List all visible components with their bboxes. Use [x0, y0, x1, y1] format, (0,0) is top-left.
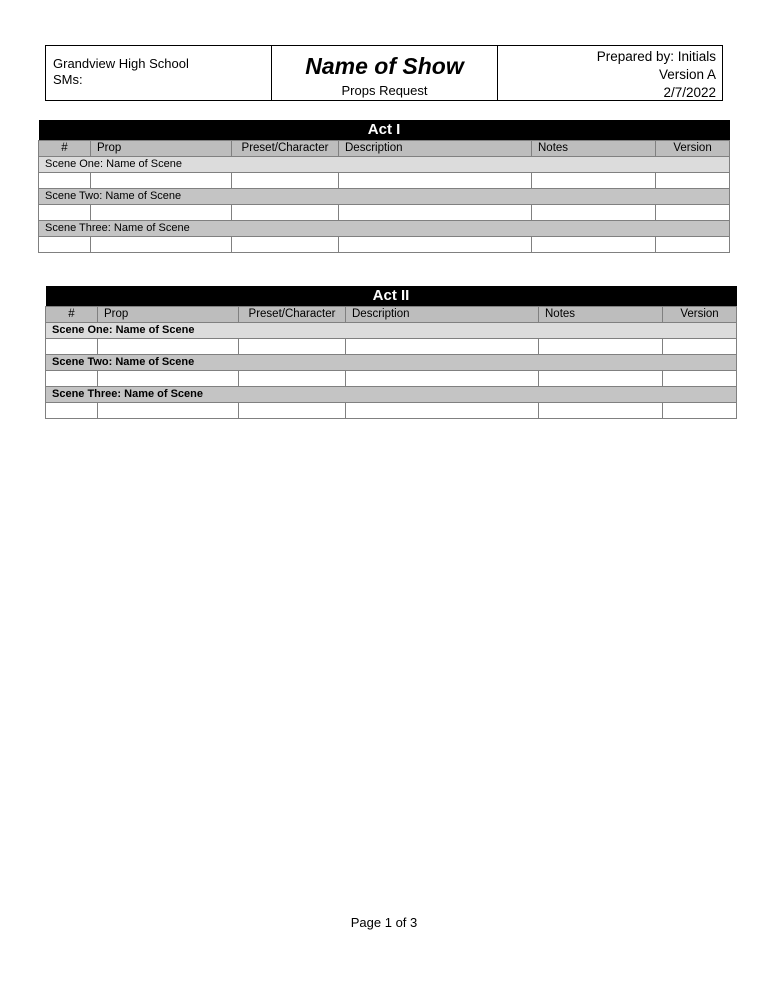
cell-version[interactable]: [663, 403, 737, 419]
col-description: Description: [339, 141, 532, 157]
cell-notes[interactable]: [539, 371, 663, 387]
cell-number[interactable]: [46, 403, 98, 419]
scene-heading: Scene One: Name of Scene: [39, 157, 730, 173]
cell-preset[interactable]: [232, 173, 339, 189]
cell-preset[interactable]: [232, 205, 339, 221]
cell-description[interactable]: [346, 371, 539, 387]
cell-preset[interactable]: [239, 339, 346, 355]
table-row: [46, 339, 737, 355]
school-name: Grandview High School: [53, 56, 189, 71]
cell-description[interactable]: [339, 173, 532, 189]
table-row: [46, 371, 737, 387]
col-notes: Notes: [532, 141, 656, 157]
document-date: 2/7/2022: [663, 85, 716, 100]
col-prop: Prop: [91, 141, 232, 157]
col-version: Version: [663, 307, 737, 323]
cell-notes[interactable]: [539, 339, 663, 355]
version-label: Version A: [658, 67, 716, 82]
table-row: [39, 237, 730, 253]
cell-prop[interactable]: [98, 339, 239, 355]
act-1-table: [38, 120, 730, 253]
table-row: [46, 403, 737, 419]
cell-notes[interactable]: [539, 403, 663, 419]
cell-number[interactable]: [46, 371, 98, 387]
table-row: [39, 173, 730, 189]
cell-version[interactable]: [656, 173, 730, 189]
document-header: [45, 45, 723, 101]
cell-preset[interactable]: [239, 371, 346, 387]
cell-number[interactable]: [39, 205, 91, 221]
act-title: Act I: [39, 120, 730, 141]
header-center-cell: [272, 46, 498, 100]
col-description: Description: [346, 307, 539, 323]
col-notes: Notes: [539, 307, 663, 323]
scene-heading: Scene Two: Name of Scene: [39, 189, 730, 205]
scene-heading: Scene Three: Name of Scene: [39, 221, 730, 237]
cell-description[interactable]: [346, 339, 539, 355]
cell-number[interactable]: [39, 237, 91, 253]
cell-version[interactable]: [656, 237, 730, 253]
cell-prop[interactable]: [91, 173, 232, 189]
cell-version[interactable]: [656, 205, 730, 221]
cell-description[interactable]: [339, 205, 532, 221]
column-header-row: [46, 307, 737, 323]
prepared-by: Prepared by: Initials: [596, 49, 716, 64]
act-2-table: [45, 286, 737, 419]
cell-number[interactable]: [46, 339, 98, 355]
cell-description[interactable]: [339, 237, 532, 253]
header-left-cell: [46, 46, 272, 100]
scene-heading: Scene Three: Name of Scene: [46, 387, 737, 403]
cell-prop[interactable]: [98, 403, 239, 419]
cell-number[interactable]: [39, 173, 91, 189]
stage-managers-label: SMs:: [53, 72, 83, 87]
col-preset-character: Preset/Character: [232, 141, 339, 157]
cell-description[interactable]: [346, 403, 539, 419]
page-number: Page 1 of 3: [350, 915, 418, 930]
col-prop: Prop: [98, 307, 239, 323]
cell-notes[interactable]: [532, 173, 656, 189]
col-number: #: [39, 141, 91, 157]
cell-prop[interactable]: [91, 237, 232, 253]
cell-notes[interactable]: [532, 237, 656, 253]
document-type: Props Request: [341, 83, 428, 98]
cell-notes[interactable]: [532, 205, 656, 221]
cell-preset[interactable]: [239, 403, 346, 419]
table-row: [39, 205, 730, 221]
cell-prop[interactable]: [91, 205, 232, 221]
header-right-cell: [498, 46, 722, 100]
col-version: Version: [656, 141, 730, 157]
col-number: #: [46, 307, 98, 323]
act-title: Act II: [46, 286, 737, 307]
scene-heading: Scene Two: Name of Scene: [46, 355, 737, 371]
cell-version[interactable]: [663, 371, 737, 387]
col-preset-character: Preset/Character: [239, 307, 346, 323]
column-header-row: [39, 141, 730, 157]
show-title: Name of Show: [305, 53, 464, 79]
cell-version[interactable]: [663, 339, 737, 355]
cell-prop[interactable]: [98, 371, 239, 387]
cell-preset[interactable]: [232, 237, 339, 253]
scene-heading: Scene One: Name of Scene: [46, 323, 737, 339]
